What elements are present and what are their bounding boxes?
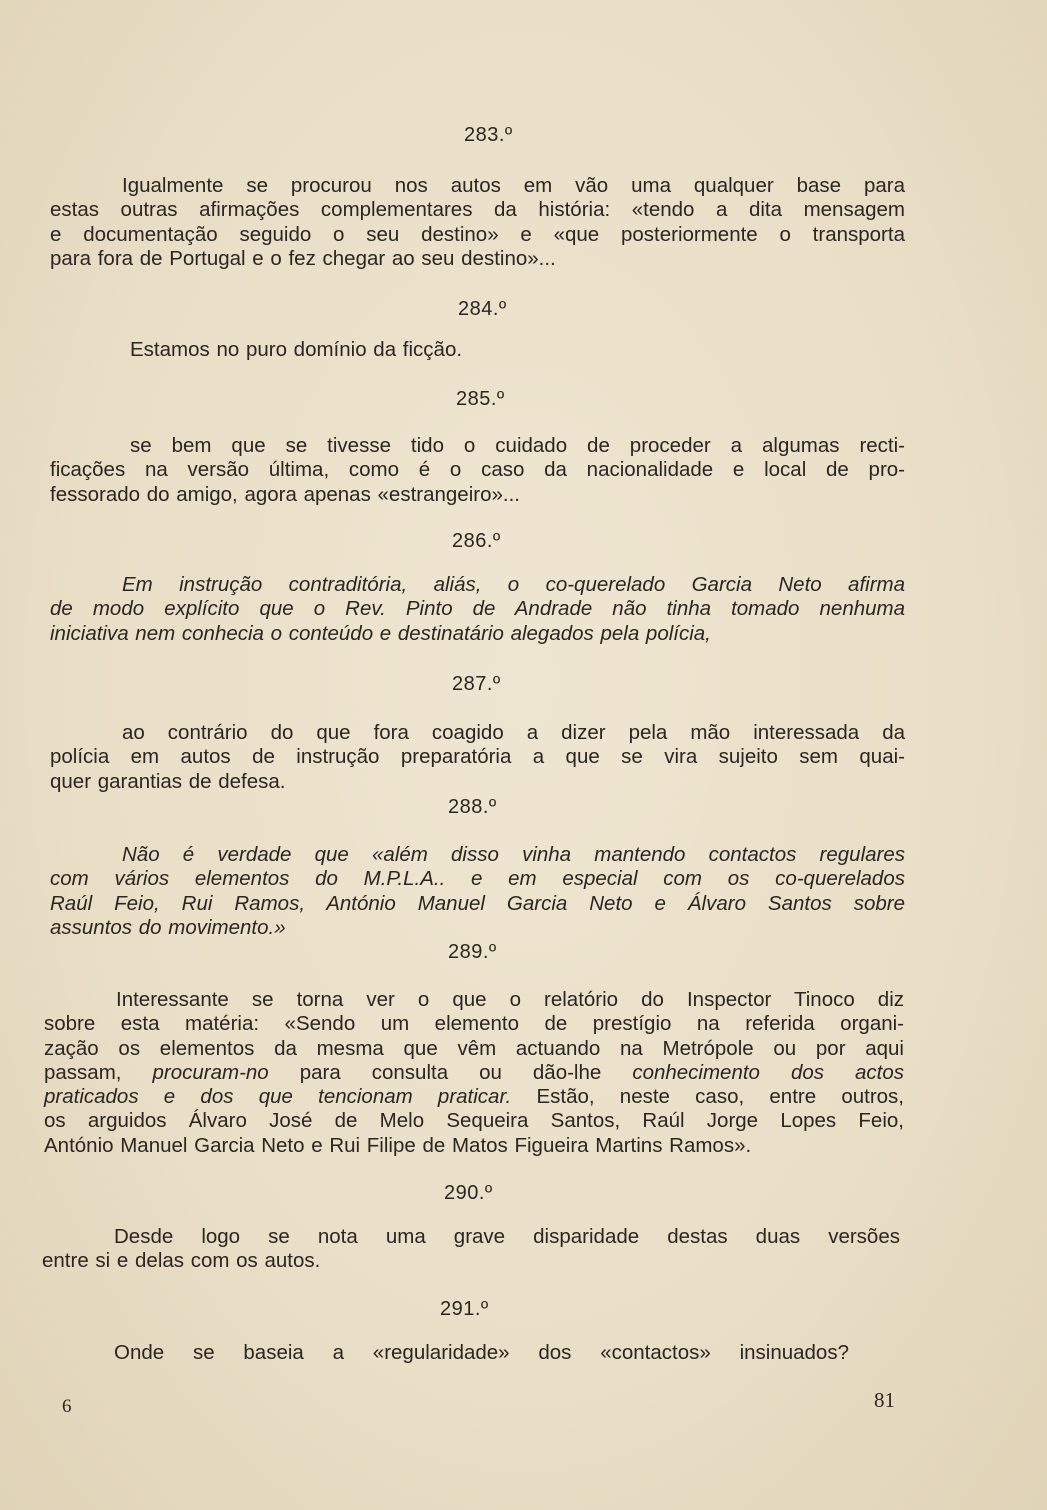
- text-line: quer garantias de defesa.: [50, 769, 286, 793]
- text-line: Onde se baseia a «regularidade» dos «contactos» insinuados?: [114, 1341, 849, 1364]
- article-paragraph: [50, 434, 905, 507]
- text-line: Estamos no puro domínio da ficção.: [130, 338, 463, 361]
- text-line: com vários elementos do M.P.L.A.. e em especial com os co-querelados: [50, 867, 905, 891]
- article-paragraph: [42, 1225, 900, 1274]
- text-line: zação os elementos da mesma que vêm actuando na Metrópole ou por aqui: [44, 1036, 904, 1060]
- text-line: e documentação seguido o seu destino» e «que posteriormente o transporta: [50, 222, 905, 246]
- article-paragraph: [50, 721, 905, 794]
- article-number: 290.º: [444, 1182, 493, 1204]
- article-paragraph: [50, 573, 905, 646]
- article-number: 288.º: [448, 796, 497, 818]
- text-line: Igualmente se procurou nos autos em vão uma qualquer base para: [122, 174, 905, 197]
- signature-mark: 6: [62, 1396, 72, 1417]
- article-number: 289.º: [448, 941, 497, 963]
- text-line: iniciativa nem conhecia o conteúdo e destinatário alegados pela polícia,: [50, 621, 711, 645]
- article-paragraph: [50, 338, 905, 362]
- text-line: estas outras afirmações complementares da história: «tendo a dita mensagem: [50, 198, 905, 222]
- text-line: entre si e delas com os autos.: [42, 1249, 321, 1273]
- article-number: 283.º: [464, 124, 513, 146]
- text-line: sobre esta matéria: «Sendo um elemento de prestígio na referida organi-: [44, 1012, 904, 1036]
- text-line: fessorado do amigo, agora apenas «estrangeiro»...: [50, 482, 520, 506]
- article-number: 291.º: [440, 1298, 489, 1320]
- text-line: ao contrário do que fora coagido a dizer pela mão interessada da: [122, 721, 905, 744]
- text-line: Não é verdade que «além disso vinha mantendo contactos regulares: [122, 843, 905, 866]
- text-line: polícia em autos de instrução preparatória a que se vira sujeito sem quai-: [50, 745, 905, 769]
- page-number: 81: [874, 1388, 895, 1412]
- article-paragraph: [44, 988, 904, 1158]
- text-line: os arguidos Álvaro José de Melo Sequeira Santos, Raúl Jorge Lopes Feio,: [44, 1109, 904, 1133]
- text-line: Em instrução contraditória, aliás, o co-querelado Garcia Neto afirma: [122, 573, 905, 596]
- text-line: de modo explícito que o Rev. Pinto de Andrade não tinha tomado nenhuma: [50, 597, 905, 621]
- article-number: 284.º: [458, 298, 507, 320]
- article-number: 287.º: [452, 673, 501, 695]
- article-number: 285.º: [456, 388, 505, 410]
- text-line: Interessante se torna ver o que o relatório do Inspector Tinoco diz: [116, 988, 904, 1011]
- text-line: praticados e dos que tencionam praticar. Estão, neste caso, entre outros,: [44, 1085, 905, 1109]
- text-line: António Manuel Garcia Neto e Rui Filipe de Matos Figueira Martins Ramos».: [44, 1133, 752, 1157]
- text-line: se bem que se tivesse tido o cuidado de proceder a algumas recti-: [130, 434, 905, 457]
- article-number: 286.º: [452, 530, 501, 552]
- article-paragraph: [42, 1341, 900, 1365]
- text-line: Raúl Feio, Rui Ramos, António Manuel Garcia Neto e Álvaro Santos sobre: [50, 891, 905, 915]
- text-line: Desde logo se nota uma grave disparidade destas duas versões: [114, 1225, 900, 1248]
- text-line: ficações na versão última, como é o caso da nacionalidade e local de pro-: [50, 458, 905, 482]
- text-line: passam, procuram-no para consulta ou dão-lhe conhecimento dos actos: [44, 1060, 905, 1084]
- article-paragraph: [50, 843, 905, 940]
- text-line: para fora de Portugal e o fez chegar ao seu destino»...: [50, 246, 556, 270]
- text-line: assuntos do movimento.»: [50, 915, 286, 939]
- article-paragraph: [50, 174, 905, 271]
